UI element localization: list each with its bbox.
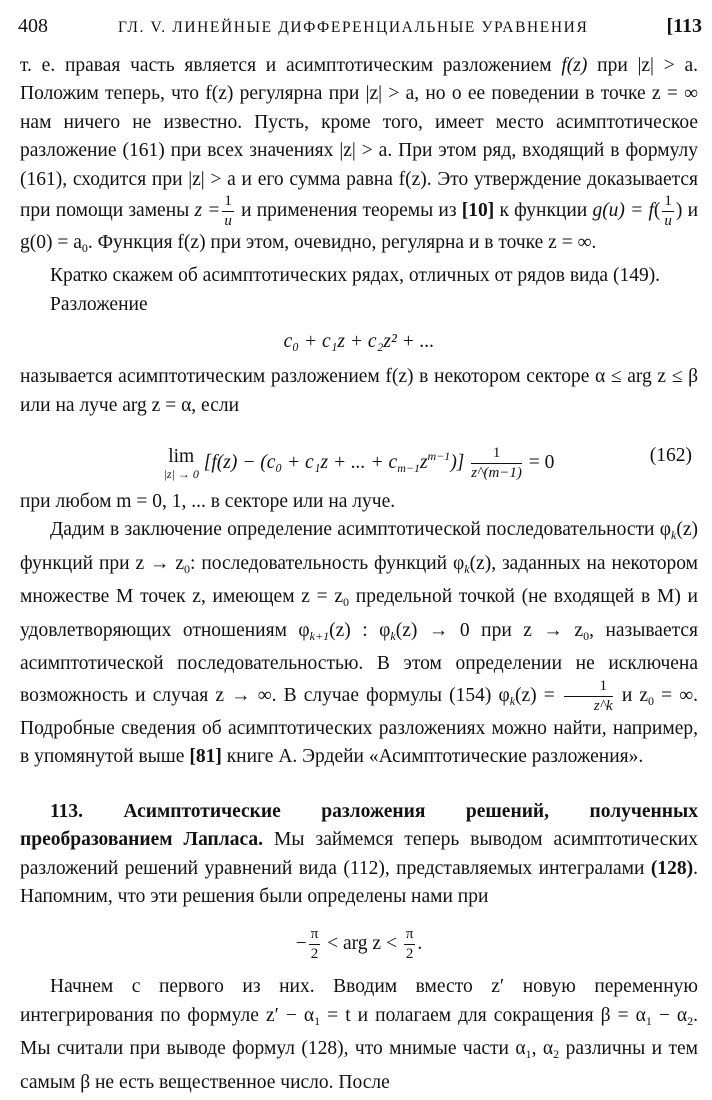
paragraph-5: при любом m = 0, 1, ... в секторе или на луче. bbox=[20, 491, 396, 513]
fraction-1-over-u-2 bbox=[662, 194, 674, 229]
lim-word: lim bbox=[168, 446, 195, 468]
f162-fraction bbox=[471, 446, 522, 481]
frac-den: u bbox=[664, 213, 672, 230]
frac-num: 1 bbox=[471, 446, 522, 464]
text: − α bbox=[651, 1004, 688, 1026]
section-marker: [113 bbox=[666, 15, 702, 37]
text: (z) → 0 при z → z bbox=[395, 619, 584, 641]
text: Начнем с первого из них. Вводим вместо z′ новую переменную интегрирования по формуле z′ − α bbox=[20, 976, 698, 1026]
frac-den: u bbox=[224, 213, 232, 230]
frac-left bbox=[309, 927, 321, 962]
text: , называется асимптотической последовательностью. В этом определении не исключена возможность и случая z → ∞. В случае формулы (154) φ bbox=[20, 619, 698, 706]
f162-eq: = 0 bbox=[523, 452, 555, 474]
frac-den: 2 bbox=[405, 946, 414, 963]
running-header bbox=[18, 12, 702, 42]
text: , α bbox=[531, 1038, 554, 1060]
text: (z) : φ bbox=[329, 619, 391, 641]
fraction-phi bbox=[564, 679, 613, 714]
text: = ∞. Подробные сведения об асимптотических разложениях можно найти, например, в упомянутой выше bbox=[20, 684, 699, 768]
reference-128: (128) bbox=[650, 857, 694, 879]
paragraph-2: Кратко скажем об асимптотических рядах, отличных от рядов вида (149). bbox=[50, 265, 661, 287]
text: т. е. правая часть является и асимптотическим разложением bbox=[20, 55, 562, 76]
series-formula: c₀ + c₁z + c₂z² + ... bbox=[283, 331, 435, 353]
frac-num: 1 bbox=[222, 194, 234, 212]
arg-mid: < arg z < bbox=[322, 933, 402, 955]
text: к функции bbox=[494, 200, 593, 221]
text: . Функция f(z) при этом, очевидно, регулярна и в точке z = ∞. bbox=[87, 232, 597, 254]
arg-inequality: − $\frac{\pi}{2}$ < arg z < $\frac{\pi}{2}$ . bbox=[295, 926, 423, 963]
frac-num: π bbox=[309, 927, 321, 945]
paragraph-4: называется асимптотическим разложением f(z) в некотором секторе α ≤ arg z ≤ β или на луче arg z = α, если bbox=[20, 366, 698, 416]
reference-81: [81] bbox=[189, 746, 222, 768]
paragraph-6: Дадим в заключение определение асимптотической последовательности $\varphi_k(z)$ функций при $z \to z_0$: последовательность функций $\varphi_k(z)$, заданных на некотором множестве M точек z, имеющем $z = z_0$ предельной точкой (не входящей в M) и удовлетворяющих отношениям $\varphi_{k+1}(z)$ : $\varphi_k(z) \to 0$ при $z \to z_0$, называется асимптотической последовательностью. В этом определении не исключена возможность и случая z → ∞. В случае формулы (154) $\varphi_k(z)$ = $\frac{1}{z\^{}k}$ и $z_0$ = ∞. Подробные сведения об асимптотических разложениях можно найти, например, в упомянутой выше [81] книге А. Эрдейи «Асимптотические разложения». bbox=[20, 519, 699, 768]
text: (z) = bbox=[515, 684, 562, 706]
formula-162 bbox=[20, 424, 698, 488]
frac-num: π bbox=[404, 927, 416, 945]
section-113 bbox=[20, 798, 698, 912]
frac-den: 2 bbox=[310, 946, 319, 963]
f162-body: [f(z) − (c₀ + c₁z + ... + c bbox=[203, 452, 398, 474]
text: . Напомним, что эти решения были определены нами при bbox=[20, 857, 698, 907]
text: книге А. Эрдейи «Асимптотические разложения». bbox=[221, 746, 644, 768]
reference-10: [10] bbox=[461, 200, 495, 221]
running-title: ГЛ. V. ЛИНЕЙНЫЕ ДИФФЕРЕНЦИАЛЬНЫЕ УРАВНЕНИЯ bbox=[118, 19, 589, 36]
f162-z: z bbox=[419, 452, 428, 474]
f162-sub: m−1 bbox=[397, 461, 420, 476]
text: : последовательность функций φ bbox=[190, 552, 465, 574]
lim-under: |z| → 0 bbox=[163, 466, 199, 481]
text: . Мы считали при выводе формул (128), что мнимые части α bbox=[20, 1004, 698, 1060]
math-fz: f(z) bbox=[561, 55, 588, 76]
f162-close: )] bbox=[450, 452, 465, 474]
f162-exp: m−1 bbox=[427, 449, 451, 464]
section-heading: 113. Асимптотические разложения решений, полученных преобразованием Лапласа. bbox=[20, 800, 698, 851]
text: различны и тем самым β не есть вещественное число. После bbox=[20, 1038, 698, 1093]
frac-num: 1 bbox=[662, 194, 674, 212]
page-body bbox=[20, 52, 698, 1097]
paragraph-3: Разложение bbox=[50, 293, 148, 315]
frac-den: z^(m−1) bbox=[471, 465, 522, 482]
text: и z bbox=[614, 684, 649, 706]
paragraph-8: Начнем с первого из них. Вводим вместо z′ новую переменную интегрирования по формуле $z' - \alpha_1 = t$ и полагаем для сокращения $\beta = \alpha_1 - \alpha_2$. Мы считали при выводе формул (128), что мнимые части $\alpha_1$, $\alpha_2$ различны и тем самым β не есть вещественное число. После bbox=[20, 976, 698, 1093]
math-z-eq: z = bbox=[194, 200, 221, 221]
math-gu: g(u) = f bbox=[592, 200, 654, 221]
page-number: 408 bbox=[18, 15, 48, 37]
fraction-1-over-u bbox=[222, 194, 234, 229]
text: предельной точкой (не входящей в M) и удовлетворяющих отношениям φ bbox=[20, 586, 698, 641]
text: (z), заданных на некотором множестве M точек z, имеющем z = z bbox=[20, 552, 698, 608]
text: и применения теоремы из bbox=[235, 200, 462, 221]
frac-num: 1 bbox=[564, 679, 613, 697]
text: (z) функций при z → z bbox=[20, 519, 698, 574]
text: и g(0) = a bbox=[20, 200, 699, 254]
frac-den: z^k bbox=[593, 697, 613, 714]
frac-right bbox=[404, 927, 416, 962]
limit-operator bbox=[164, 446, 199, 481]
text: при |z| > a. Положим теперь, что f(z) регулярна при |z| > a, но о ее поведении в точке z = ∞ нам ничего не известно. Пусть, кроме того, имеет место асимптотическое разложение (161) при всех значениях |z| > a. При этом ряд, входящий в формулу (161), сходится при |z| > a и его сумма равна f(z). Это утверждение доказывается при помощи замены bbox=[20, 55, 698, 221]
text: Мы займемся теперь выводом асимптотических разложений решений уравнений вида (112), представляемых интегралами bbox=[20, 829, 698, 879]
text: Дадим в заключение определение асимптотической последовательности φ bbox=[50, 519, 672, 541]
text: = t и полагаем для сокращения β = α bbox=[320, 1004, 646, 1026]
equation-number: (162) bbox=[649, 445, 692, 467]
paragraph-1: т. е. правая часть является и асимптотическим разложением f(z) при |z| > a. Положим теперь, что f(z) регулярна при |z| > a, но о ее поведении в точке z = ∞ нам ничего не известно. Пусть, кроме того, имеет место асимптотическое разложение (161) при всех значениях |z| > a. При этом ряд, входящий в формулу (161), сходится при |z| > a и его сумма равна f(z). Это утверждение доказывается при помощи замены z = $\frac{1}{u}$ и применения теоремы из [10] к функции g(u) = f( $\frac{1}{u}$ ) и $g(0) = a_0$. Функция f(z) при этом, очевидно, регулярна и в точке z = ∞. bbox=[20, 55, 699, 256]
